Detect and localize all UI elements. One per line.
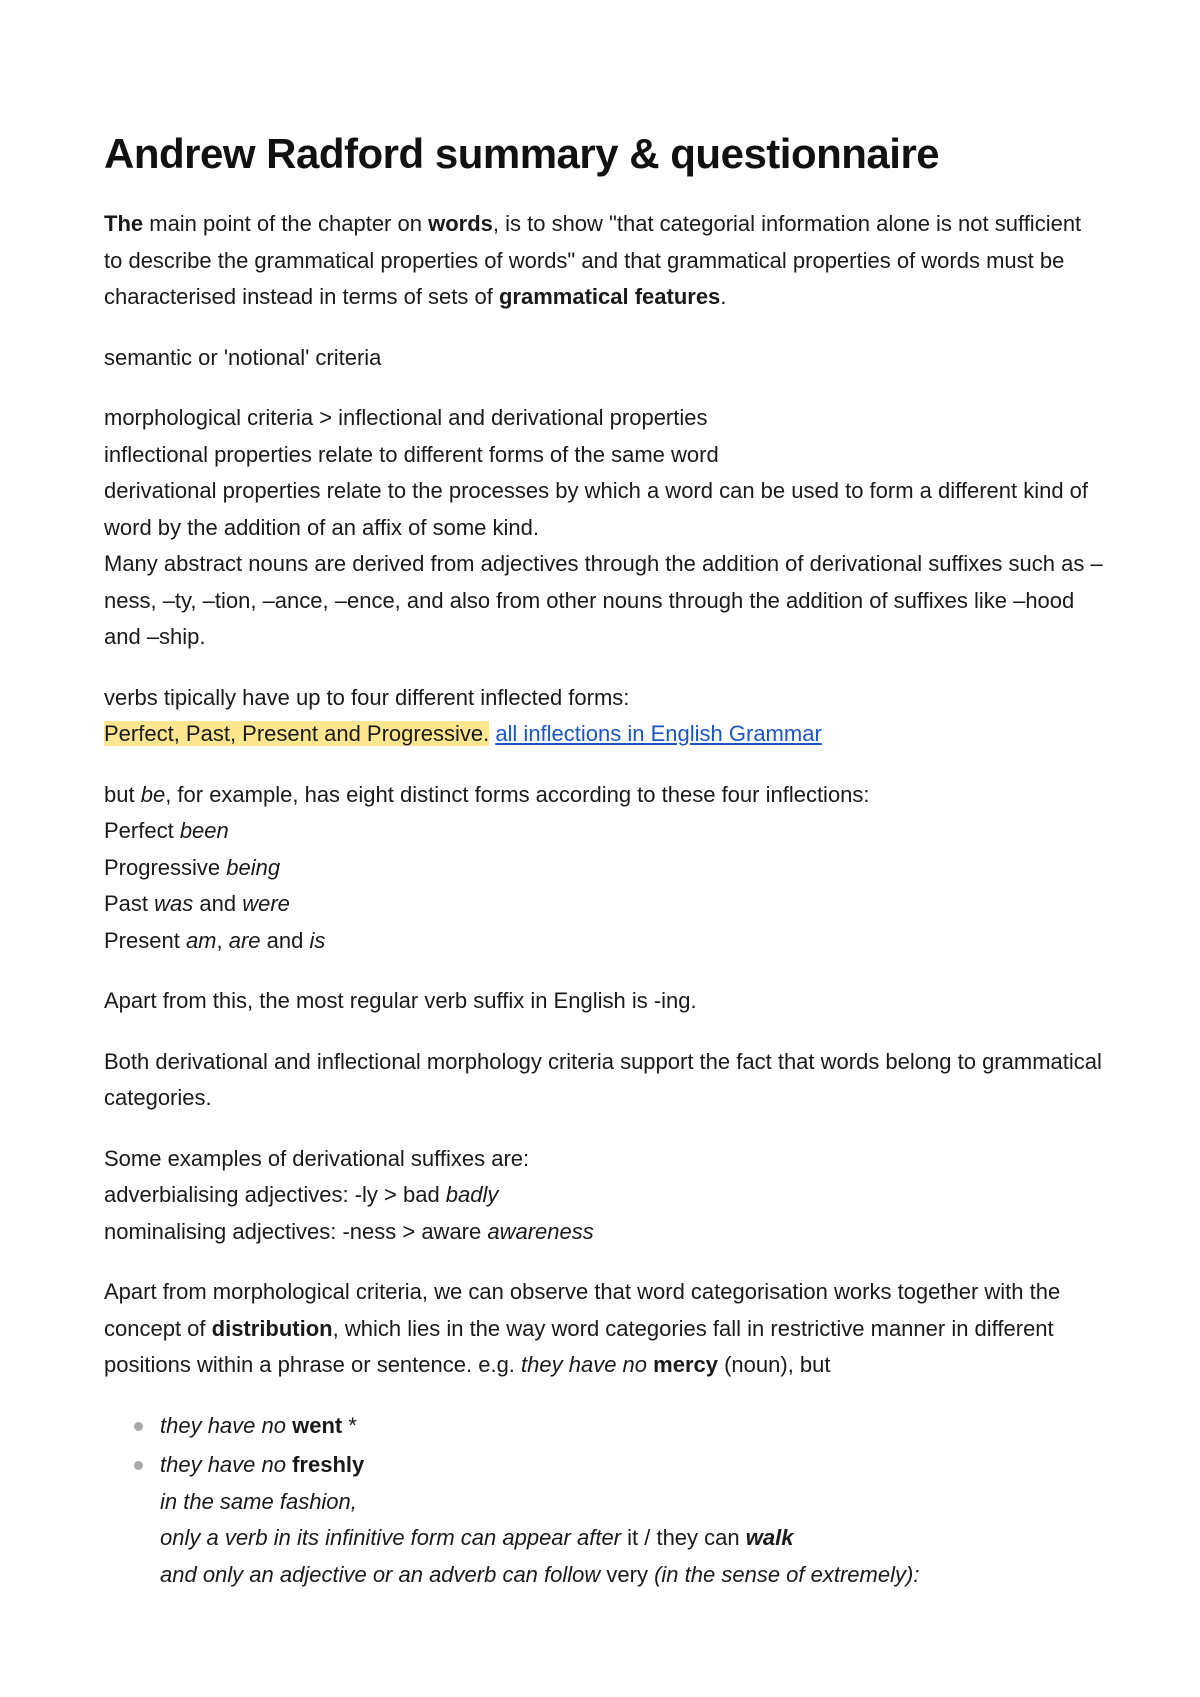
past-form-2: were xyxy=(242,891,290,916)
present-comma: , xyxy=(216,927,229,953)
suffix-examples-line-1: Some examples of derivational suffixes are: xyxy=(104,1145,530,1171)
be-past-line xyxy=(104,886,1104,923)
be-present-line xyxy=(104,923,1104,960)
morphology-line-3: derivational properties relate to the processes by which a word can be used to form a different kind of word by the addition of an affix of some kind. xyxy=(104,478,1089,540)
bullet-icon xyxy=(134,1422,143,1431)
past-form-1: was xyxy=(154,891,194,916)
present-form-3: is xyxy=(309,927,326,953)
same-fashion-italic: in the same fashion, xyxy=(160,1488,357,1514)
distribution-mercy-bold: mercy xyxy=(653,1352,718,1377)
perfect-label: Perfect xyxy=(104,818,180,843)
intro-bold-words: words xyxy=(428,211,493,236)
present-label: Present xyxy=(104,927,186,953)
distribution-text-2: , which lies in the way word categories fall in restrictive manner in different positions within a phrase or sentence. e.g. xyxy=(104,1315,1054,1377)
morphology-line-4: Many abstract nouns are derived from adjectives through the addition of derivational suffixes such as –ness, –ty, –tion, –ance, –ence, and also from other nouns through the addition of suffixes like –hood and –ship. xyxy=(104,551,1103,649)
intro-bold-the: The xyxy=(104,211,144,236)
list-item-2-line-1 xyxy=(160,1447,1104,1484)
progressive-form: being xyxy=(226,854,281,880)
adverbialising-example: badly xyxy=(445,1182,499,1207)
intro-paragraph xyxy=(104,206,1104,316)
list-item-2-italic: they have no xyxy=(160,1452,293,1477)
morphology-line-2: inflectional properties relate to different forms of the same word xyxy=(104,441,719,467)
semantic-criteria: semantic or 'notional' criteria xyxy=(104,344,382,370)
present-form-1: am xyxy=(185,927,217,953)
list-item-1-italic: they have no xyxy=(160,1412,293,1438)
both-criteria-paragraph: Both derivational and inflectional morphology criteria support the fact that words belong to grammatical categories. xyxy=(104,1048,1102,1110)
present-and: and xyxy=(260,927,310,953)
verbs-paragraph xyxy=(104,680,1104,753)
nominalising-text: nominalising adjectives: -ness > aware xyxy=(104,1218,488,1244)
be-text-a: but xyxy=(104,781,141,807)
document-page xyxy=(104,128,1104,1593)
suffix-examples-paragraph xyxy=(104,1141,1104,1251)
intro-text-3: . xyxy=(720,284,727,309)
highlighted-inflections: Perfect, Past, Present and Progressive. xyxy=(104,721,490,746)
ing-paragraph: Apart from this, the most regular verb suffix in English is -ing. xyxy=(104,988,697,1013)
verbs-line-1: verbs tipically have up to four different inflected forms: xyxy=(104,684,630,710)
walk-bold-italic: walk xyxy=(745,1525,794,1550)
list-item xyxy=(160,1408,1104,1445)
be-italic: be xyxy=(140,781,166,807)
present-form-2: are xyxy=(228,927,261,953)
intro-bold-features: grammatical features xyxy=(498,284,721,309)
be-forms-paragraph xyxy=(104,777,1104,960)
adjective-adverb-italic: and only an adjective or an adverb can follow xyxy=(160,1561,607,1587)
adverbialising-text: adverbialising adjectives: -ly > bad xyxy=(104,1182,446,1207)
example-list xyxy=(104,1408,1104,1594)
infinitive-italic: only a verb in its infinitive form can appear after xyxy=(160,1525,628,1550)
list-item-2-line-4 xyxy=(160,1557,1104,1594)
intro-text-2: , is to show "that categorial information alone is not sufficient to describe the grammatical properties of words" and that grammatical properties of words must be characterised instead in terms of sets of xyxy=(104,211,1082,309)
distribution-text-3: (noun), but xyxy=(717,1352,831,1377)
morphology-paragraph xyxy=(104,400,1104,656)
distribution-paragraph xyxy=(104,1274,1104,1384)
be-perfect-line xyxy=(104,813,1104,850)
past-and: and xyxy=(193,891,243,916)
distribution-text-1: Apart from morphological criteria, we can observe that word categorisation works together with the concept of xyxy=(104,1279,1061,1341)
distribution-example-italic: they have no xyxy=(521,1352,654,1377)
morphology-line-1: morphological criteria > inflectional and derivational properties xyxy=(104,405,708,430)
be-forms-intro xyxy=(104,777,1104,814)
bullet-icon xyxy=(134,1461,143,1470)
list-item-2-bold: freshly xyxy=(292,1452,365,1477)
page-title: Andrew Radford summary & questionnaire xyxy=(104,130,940,177)
distribution-bold: distribution xyxy=(211,1315,333,1341)
be-progressive-line xyxy=(104,850,1104,887)
perfect-form: been xyxy=(179,818,229,843)
verbs-line-2 xyxy=(104,716,1104,753)
inflections-link[interactable]: all inflections in English Grammar xyxy=(495,721,822,746)
suffix-examples-line-3 xyxy=(104,1214,1104,1251)
nominalising-example: awareness xyxy=(487,1218,594,1244)
intro-text-1: main point of the chapter on xyxy=(143,211,429,236)
be-text-c: , for example, has eight distinct forms according to these four inflections: xyxy=(165,781,870,807)
extremely-italic: (in the sense of extremely): xyxy=(654,1561,920,1587)
list-item xyxy=(160,1447,1104,1593)
past-label: Past xyxy=(104,891,155,916)
suffix-examples-line-2 xyxy=(104,1177,1104,1214)
list-item-1-bold: went xyxy=(292,1412,343,1438)
list-item-1-star: * xyxy=(342,1412,357,1438)
list-item-2-line-2 xyxy=(160,1484,1104,1521)
progressive-label: Progressive xyxy=(104,854,227,880)
list-item-2-line-3 xyxy=(160,1520,1104,1557)
very-plain: very xyxy=(606,1561,655,1587)
infinitive-plain: it / they can xyxy=(627,1525,746,1550)
